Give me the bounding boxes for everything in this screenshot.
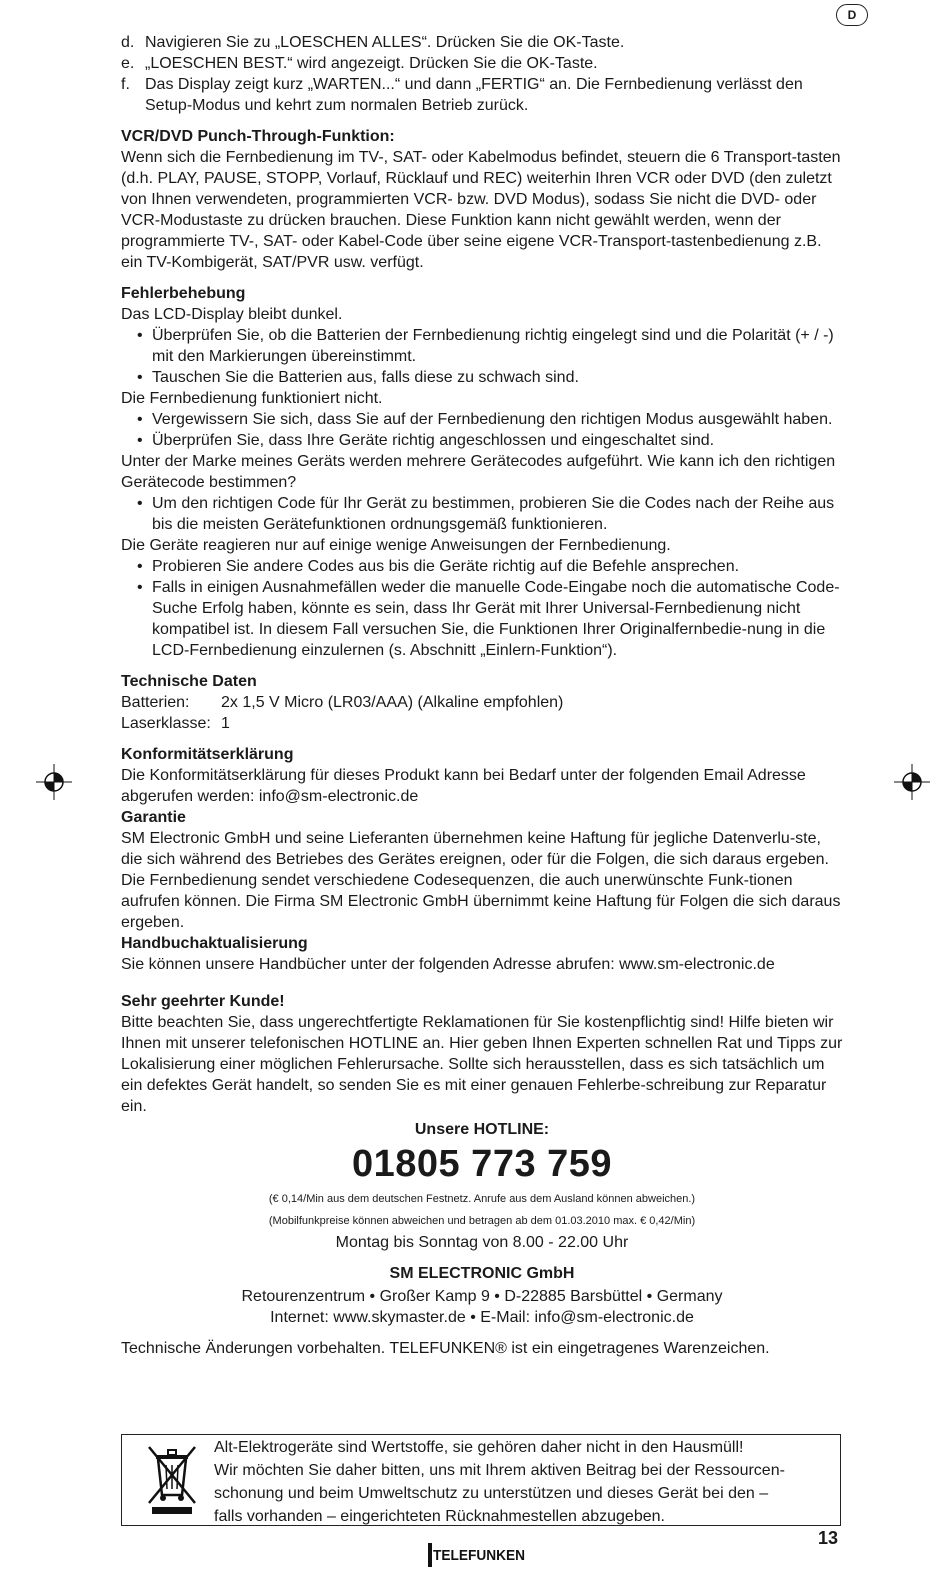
hotline-label: Unsere HOTLINE: (414, 1121, 550, 1138)
list-item-text: Probieren Sie andere Codes aus bis die Geräte richtig auf die Befehle ansprechen. (152, 558, 740, 575)
manual-update-text: Sie können unsere Handbücher unter der folgenden Adresse abrufen: www.sm-electronic.de (121, 956, 775, 973)
manual-update-heading: Handbuchaktualisierung (121, 935, 308, 952)
bullet: • (137, 411, 143, 428)
list-item-text: Falls in einigen Ausnahmefällen weder die manuelle Code-Eingabe noch die automatische Code-Suche Erfolg haben, könnte es sein, dass Ihr Gerät mit Ihrer Universal-Fernbedienung nicht kompatibel ist. In diesem Fall versuchen Sie, die Funktionen Ihrer Originalfernbedie-nung in die LCD-Fernbedienung einzulernen (s. Abschnitt „Einlern-Funktion“). (152, 579, 840, 659)
spec-value: 1 (221, 715, 230, 732)
logo-text: TELEFUNKEN (433, 1547, 525, 1564)
language-badge: D (836, 4, 868, 26)
tech-data-heading: Technische Daten (121, 673, 257, 690)
bullet: • (137, 327, 143, 344)
hotline-note-landline: (€ 0,14/Min aus dem deutschen Festnetz. Anrufe aus dem Ausland können abweichen.) (268, 1193, 696, 1205)
step-text: Navigieren Sie zu „LOESCHEN ALLES“. Drücken Sie die OK-Taste. (145, 34, 625, 51)
spec-value: 2x 1,5 V Micro (LR03/AAA) (Alkaline empfohlen) (221, 694, 564, 711)
page-content (121, 32, 843, 1359)
recycling-line: falls vorhanden – eingerichteten Rücknahmestellen abzugeben. (214, 1508, 665, 1525)
spec-row (121, 692, 843, 713)
bullet: • (137, 432, 143, 449)
customer-text: Bitte beachten Sie, dass ungerechtfertigte Reklamationen für Sie kostenpflichtig sind! Hilfe bieten wir Ihnen mit unserer telefonischen HOTLINE an. Hier geben Ihnen Experten schnellen Rat und Tipps zur Lokalisierung einer möglichen Fehlerursache. Sollte sich herausstellen, dass es sich tatsächlich um ein defektes Gerät handelt, so senden Sie es mit einer genauen Fehlerbe-schreibung zur Reparatur ein. (121, 1014, 843, 1115)
step-marker: d. (121, 34, 135, 51)
spec-row (121, 713, 843, 734)
conformity-heading: Konformitätserklärung (121, 746, 294, 763)
step-marker: e. (121, 55, 135, 72)
step-marker: f. (121, 76, 130, 93)
list-item-text: Vergewissern Sie sich, dass Sie auf der Fernbedienung den richtigen Modus ausgewählt haben. (152, 411, 833, 428)
recycling-line: Wir möchten Sie daher bitten, uns mit Ihrem aktiven Beitrag bei der Ressourcen- (214, 1462, 785, 1479)
recycling-line: Alt-Elektrogeräte sind Wertstoffe, sie gehören daher nicht in den Hausmüll! (214, 1439, 744, 1456)
recycling-text (214, 1436, 834, 1528)
list-item (121, 367, 843, 388)
recycling-notice (121, 1434, 841, 1526)
list-item-text: Tauschen Sie die Batterien aus, falls diese zu schwach sind. (152, 369, 579, 386)
registration-mark-right-icon (894, 764, 930, 800)
list-item-text: Um den richtigen Code für Ihr Gerät zu bestimmen, probieren Sie die Codes nach der Reihe aus bis die meisten Gerätefunktionen ordnungsgemäß funktionieren. (152, 495, 835, 533)
step-item (121, 74, 843, 116)
hotline-number: 01805 773 759 (351, 1143, 613, 1185)
trouble-question: Die Fernbedienung funktioniert nicht. (121, 390, 383, 407)
conformity-text: Die Konformitätserklärung für dieses Produkt kann bei Bedarf unter der folgenden Email Adresse abgerufen werden: info@sm-electronic.de (121, 767, 806, 805)
step-item (121, 53, 843, 74)
list-item (121, 430, 843, 451)
recycling-line: schonung und beim Umweltschutz zu unterstützen und dieses Gerät bei den – (214, 1485, 769, 1502)
customer-heading: Sehr geehrter Kunde! (121, 993, 285, 1010)
step-text: „LOESCHEN BEST.“ wird angezeigt. Drücken Sie die OK-Taste. (145, 55, 598, 72)
step-text: Das Display zeigt kurz „WARTEN...“ und dann „FERTIG“ an. Die Fernbedienung verlässt den Setup-Modus und kehrt zum normalen Betrieb zurück. (145, 76, 803, 114)
punch-through-text: Wenn sich die Fernbedienung im TV-, SAT- oder Kabelmodus befindet, steuern die 6 Transport-tasten (d.h. PLAY, PAUSE, STOPP, Vorlauf, Rücklauf und REC) weiterhin Ihren VCR oder DVD (den zuletzt von Ihnen verwendeten, programmierten VCR- bzw. DVD Modus), sodass Sie nicht die DVD- oder VCR-Modustaste zu drücken brauchen. Diese Funktion kann nicht gewählt werden, wenn der programmierte TV-, SAT- oder Kabel-Code über seine eigene VCR-Transport-tastenbedienung z.B. ein TV-Kombigerät, SAT/PVR usw. verfügt. (121, 149, 841, 271)
company-name: SM ELECTRONIC GmbH (389, 1265, 575, 1282)
warranty-heading: Garantie (121, 809, 186, 826)
company-address: Retourenzentrum • Großer Kamp 9 • D-22885 Barsbüttel • Germany (241, 1288, 723, 1305)
bullet: • (137, 579, 143, 596)
list-item (121, 409, 843, 430)
bullet: • (137, 495, 143, 512)
page-number: 13 (818, 1528, 839, 1548)
registration-mark-left-icon (36, 764, 72, 800)
crossed-out-bin-icon (144, 1441, 200, 1517)
company-contact: Internet: www.skymaster.de • E-Mail: info@sm-electronic.de (270, 1309, 694, 1326)
trouble-question: Das LCD-Display bleibt dunkel. (121, 306, 343, 323)
list-item-text: Überprüfen Sie, ob die Batterien der Fernbedienung richtig eingelegt sind und die Polarität (+ / -) mit den Markierungen übereinstimmt. (152, 327, 834, 365)
steps-list (121, 32, 843, 116)
list-item (121, 556, 843, 577)
troubleshooting-heading: Fehlerbehebung (121, 285, 246, 302)
hotline-note-mobile: (Mobilfunkpreise können abweichen und betragen ab dem 01.03.2010 max. € 0,42/Min) (268, 1215, 696, 1227)
trouble-question: Die Geräte reagieren nur auf einige wenige Anweisungen der Fernbedienung. (121, 537, 671, 554)
punch-through-heading: VCR/DVD Punch-Through-Funktion: (121, 128, 395, 145)
bullet: • (137, 558, 143, 575)
list-item (121, 577, 843, 661)
step-item (121, 32, 843, 53)
spec-key: Batterien: (121, 694, 190, 711)
spec-key: Laserklasse: (121, 715, 211, 732)
list-item (121, 493, 843, 535)
telefunken-logo (428, 1539, 532, 1567)
hotline-hours: Montag bis Sonntag von 8.00 - 22.00 Uhr (335, 1234, 629, 1251)
warranty-text: SM Electronic GmbH und seine Lieferanten übernehmen keine Haftung für jegliche Datenverlu-ste, die sich während des Betriebes des Gerätes ereignen, oder für die Folgen, die sich daraus ergeben. Die Fernbedienung sendet verschiedene Codesequenzen, die auch unerwünschte Funk-tionen aufrufen können. Die Firma SM Electronic GmbH übernimmt keine Haftung für Folgen die sich daraus ergeben. (121, 830, 841, 931)
bullet: • (137, 369, 143, 386)
trouble-question: Unter der Marke meines Geräts werden mehrere Gerätecodes aufgeführt. Wie kann ich den richtigen Gerätecode bestimmen? (121, 453, 836, 491)
list-item (121, 325, 843, 367)
disclaimer: Technische Änderungen vorbehalten. TELEFUNKEN® ist ein eingetragenes Warenzeichen. (121, 1340, 770, 1357)
list-item-text: Überprüfen Sie, dass Ihre Geräte richtig angeschlossen und eingeschaltet sind. (152, 432, 715, 449)
